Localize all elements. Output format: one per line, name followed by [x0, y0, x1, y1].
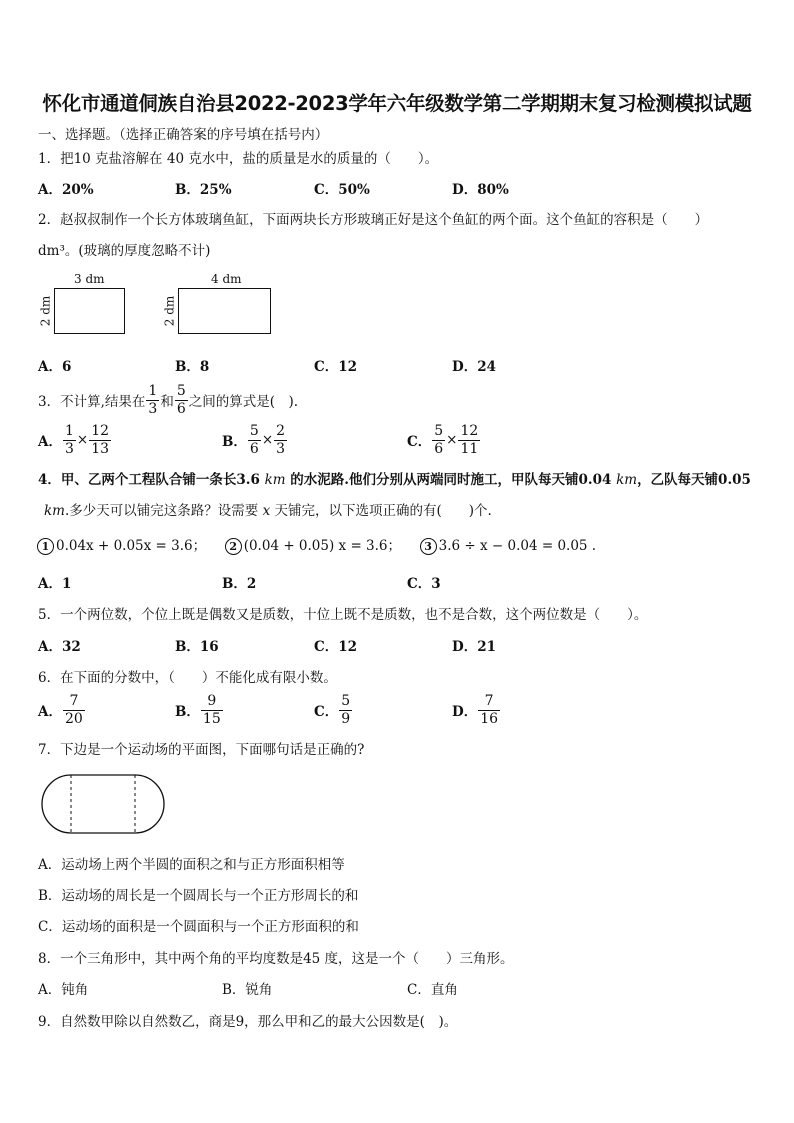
fraction-1-3: [146, 383, 159, 418]
numerator: 2: [276, 422, 286, 439]
question-7-stem: 7．下边是一个运动场的平面图，下面哪句话是正确的?: [38, 742, 365, 758]
numerator: 12: [460, 422, 479, 439]
equation-1: 0.04x + 0.05x = 3.6；: [56, 538, 207, 554]
numerator: 5: [249, 422, 259, 439]
q7-option-c: C．运动场的面积是一个圆面积与一个正方形面积的和: [38, 919, 359, 935]
question-2-stem-line2: dm³。(玻璃的厚度忽略不计): [38, 243, 211, 259]
rect2-height-label: 2 dm: [162, 295, 177, 327]
fraction: [339, 693, 352, 728]
times-sign: ×: [76, 432, 89, 448]
denominator: 11: [460, 440, 479, 457]
field-outline: [42, 775, 164, 833]
fraction: [63, 423, 76, 458]
denominator: 13: [91, 440, 110, 457]
variable-x: x: [262, 503, 271, 519]
q6-option-a: [38, 690, 86, 730]
fraction: [248, 423, 261, 458]
circled-number: 1: [37, 538, 54, 555]
numerator: 5: [434, 422, 444, 439]
question-9-stem: 9．自然数甲除以自然数乙，商是9，那么甲和乙的最大公因数是( )。: [38, 1014, 458, 1030]
q6-option-b: [175, 690, 224, 730]
rect1-shape: [54, 288, 125, 334]
rect2-width-label: 4 dm: [211, 272, 242, 286]
rect1-width-label: 3 dm: [74, 272, 105, 286]
numerator: 5: [176, 382, 186, 399]
page-title: 怀化市通道侗族自治县2022-2023学年六年级数学第二学期期末复习检测模拟试题: [42, 92, 752, 115]
denominator: 15: [202, 710, 221, 727]
numerator: 7: [484, 692, 494, 709]
denominator: 9: [341, 710, 351, 727]
denominator: 3: [276, 440, 286, 457]
numerator: 12: [91, 422, 110, 439]
q3-option-b: [222, 420, 288, 460]
q4-text: ，乙队每天铺0.05: [637, 472, 751, 488]
equation-2: (0.04 + 0.05) x = 3.6；: [243, 538, 402, 554]
fraction: [89, 423, 111, 458]
q1-option-a: A．20%: [38, 182, 94, 198]
q5-option-b: B．16: [175, 639, 219, 655]
q5-option-d: D．21: [452, 639, 496, 655]
q2-option-b: B．8: [175, 359, 210, 375]
numerator: 9: [207, 692, 217, 709]
q4-text: .多少天可以铺完这条路？设需要: [64, 503, 259, 519]
question-4-stem-line2: [44, 499, 492, 519]
q7-option-b: B．运动场的周长是一个圆周长与一个正方形周长的和: [38, 888, 359, 904]
numerator: 7: [69, 692, 79, 709]
option-label: C．: [314, 704, 339, 720]
q8-option-c: C．直角: [407, 982, 458, 998]
rect2-shape: [178, 288, 271, 334]
rect1-height-label: 2 dm: [38, 295, 53, 327]
q2-option-c: C．12: [314, 359, 358, 375]
sports-field-diagram: [40, 774, 166, 834]
q3-stem-a: 3．不计算,结果在: [38, 394, 146, 410]
q4-option-b: B．2: [222, 576, 257, 592]
q2-option-a: A．6: [38, 359, 72, 375]
q1-option-c: C．50%: [314, 182, 370, 198]
equation-3: 3.6 ÷ x − 0.04 = 0.05 .: [438, 538, 597, 554]
denominator: 3: [64, 440, 74, 457]
q4-option-a: A．1: [38, 576, 72, 592]
option-label: D．: [452, 704, 478, 720]
q1-option-b: B．25%: [175, 182, 232, 198]
times-sign: ×: [446, 432, 458, 448]
fraction: [458, 423, 480, 458]
denominator: 6: [176, 400, 186, 417]
denominator: 6: [434, 440, 444, 457]
denominator: 16: [480, 710, 499, 727]
fraction: [274, 423, 287, 458]
denominator: 20: [64, 710, 83, 727]
times-sign: ×: [261, 432, 274, 448]
numerator: 1: [64, 422, 74, 439]
option-label: B．: [175, 704, 200, 720]
q6-option-c: [314, 690, 353, 730]
q3-stem-c: 之间的算式是( ).: [188, 394, 299, 410]
denominator: 3: [148, 400, 158, 417]
question-8-stem: 8．一个三角形中，其中两个角的平均度数是45 度，这是一个（ ）三角形。: [38, 951, 514, 967]
numerator: 1: [148, 382, 158, 399]
circled-number: 3: [420, 538, 437, 555]
fraction: [63, 693, 85, 728]
q4-option-c: C．3: [407, 576, 441, 592]
q8-option-b: B．锐角: [222, 982, 273, 998]
q4-text: 天铺完，以下选项正确的有( )个.: [274, 503, 492, 519]
q1-option-d: D．80%: [452, 182, 509, 198]
question-5-stem: 5．一个两位数，个位上既是偶数又是质数，十位上既不是质数，也不是合数，这个两位数是（ ）。: [38, 607, 648, 623]
q4-equations: [37, 534, 596, 555]
fraction-5-6: [175, 383, 188, 418]
question-2-stem: 2．赵叔叔制作一个长方体玻璃鱼缸，下面两块长方形玻璃正好是这个鱼缸的两个面。这个鱼缸的容积是（ ）: [38, 212, 709, 228]
q4-text: 4．甲、乙两个工程队合铺一条长3.6: [38, 472, 260, 488]
option-label: C．: [407, 434, 432, 450]
option-label: A．: [38, 434, 62, 450]
option-label: B．: [222, 434, 247, 450]
unit-km: km: [616, 472, 638, 488]
circled-number: 2: [225, 538, 242, 555]
option-label: A．: [38, 704, 62, 720]
question-6-stem: 6．在下面的分数中，（ ）不能化成有限小数。: [38, 670, 337, 686]
fraction: [432, 423, 445, 458]
question-1-stem: 1．把10 克盐溶解在 40 克水中，盐的质量是水的质量的（ ）。: [38, 151, 439, 167]
q8-option-a: A．钝角: [38, 982, 89, 998]
q7-option-a: A．运动场上两个半圆的面积之和与正方形面积相等: [38, 857, 345, 873]
q5-option-a: A．32: [38, 639, 81, 655]
section-heading: 一、选择题。（选择正确答案的序号填在括号内）: [38, 127, 329, 143]
q5-option-c: C．12: [314, 639, 358, 655]
question-4-stem: [38, 468, 751, 488]
fraction: [478, 693, 500, 728]
q3-option-c: [407, 420, 481, 460]
numerator: 5: [341, 692, 351, 709]
q3-option-a: [38, 420, 112, 460]
fraction: [201, 693, 223, 728]
unit-km: km: [44, 503, 65, 519]
denominator: 6: [249, 440, 259, 457]
question-3-stem: [38, 380, 298, 420]
q3-stem-b: 和: [160, 394, 174, 410]
q6-option-d: [452, 690, 501, 730]
q2-option-d: D．24: [452, 359, 496, 375]
unit-km: km: [264, 472, 286, 488]
q4-text: 的水泥路.他们分别从两端同时施工，甲队每天铺0.04: [290, 472, 612, 488]
